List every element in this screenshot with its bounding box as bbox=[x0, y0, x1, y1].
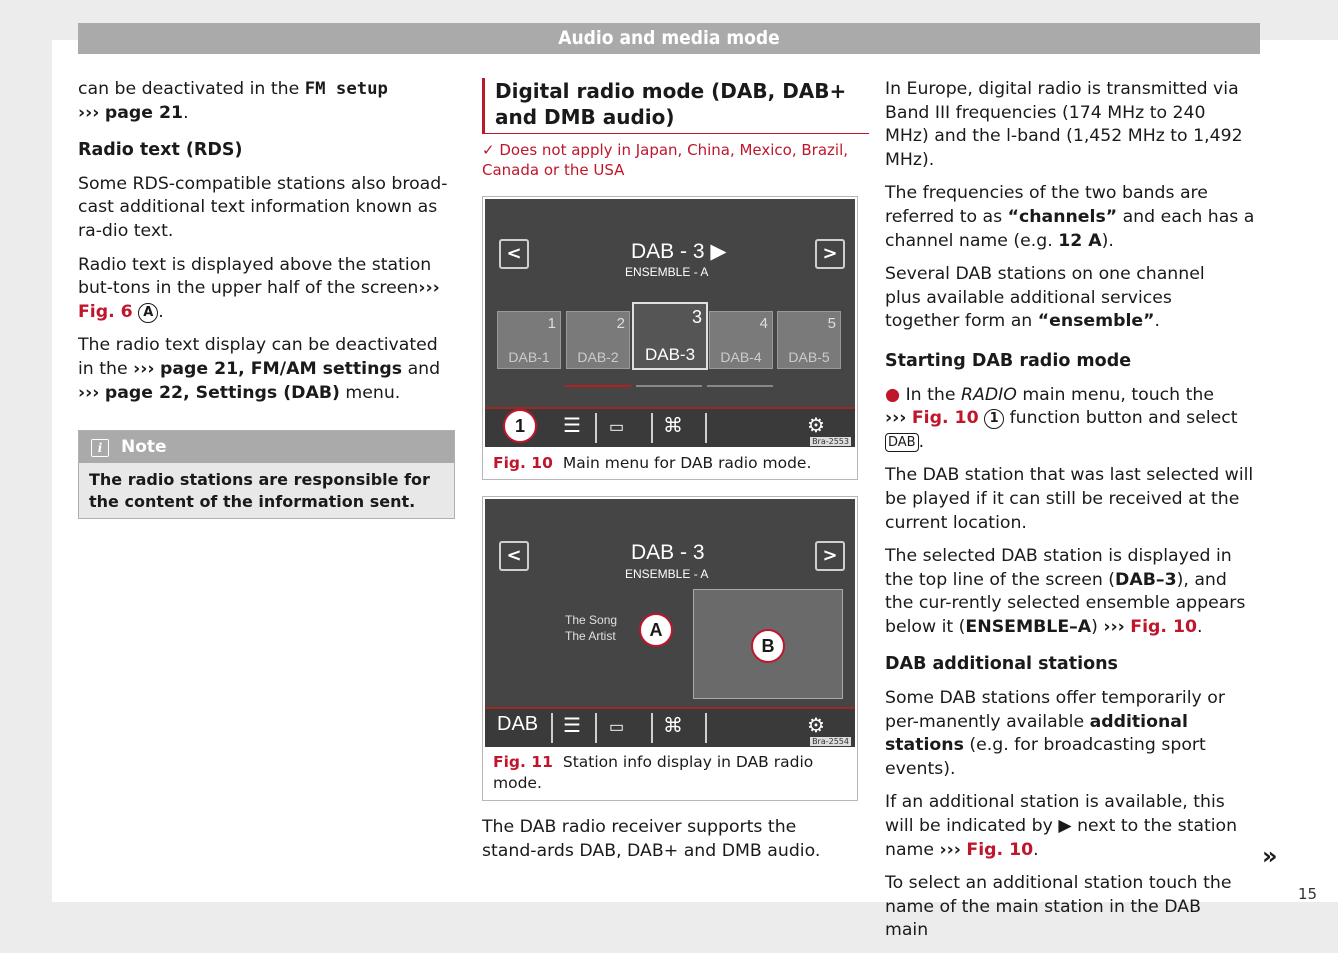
next-station-button[interactable]: > bbox=[815, 239, 845, 269]
heading-additional-stations: DAB additional stations bbox=[885, 654, 1118, 675]
paragraph: In Europe, digital radio is transmitted via Band III frequencies (174 MHz to 240 MHz) and the l-band (1,452 MHz to 1,492 MHz). bbox=[885, 79, 1243, 170]
marker-a-icon: A bbox=[138, 303, 158, 323]
prev-station-button[interactable]: < bbox=[499, 541, 529, 571]
figure-10 bbox=[482, 196, 858, 480]
bullet-icon: ● bbox=[885, 384, 901, 405]
link-page-21-settings[interactable]: page 21, FM/AM settings bbox=[159, 358, 403, 379]
marker-a-icon: A bbox=[639, 613, 673, 647]
page-indicator-active bbox=[565, 385, 631, 387]
prev-station-button[interactable]: < bbox=[499, 239, 529, 269]
next-station-button[interactable]: > bbox=[815, 541, 845, 571]
note-title: Note bbox=[121, 437, 167, 457]
scan-icon[interactable]: ⌘ bbox=[663, 415, 683, 437]
song-title: The Song bbox=[565, 613, 618, 627]
note-body: The radio stations are responsible for the content of the information sent. bbox=[89, 470, 430, 511]
dab-info-screen bbox=[485, 499, 855, 747]
link-fig-10[interactable]: Fig. 10 bbox=[966, 839, 1034, 860]
heading-starting-dab: Starting DAB radio mode bbox=[885, 350, 1132, 371]
radio-icon[interactable]: ▭ bbox=[609, 419, 625, 436]
paragraph: Some DAB stations offer temporarily or per-manently available additional stations (e.g. for broadcasting sport events). bbox=[885, 688, 1225, 779]
instruction-step: ● In the RADIO main menu, touch the ››› Fig. 10 1 function button and select DAB . bbox=[885, 384, 1238, 452]
arrows-icon: ››› bbox=[1103, 616, 1125, 637]
artist-name: The Artist bbox=[565, 629, 616, 643]
paragraph: Some RDS-compatible stations also broad-cast additional text information known as ra-dio text. bbox=[78, 173, 448, 241]
paragraph: Several DAB stations on one channel plus available additional services together form an “ensemble”. bbox=[885, 264, 1205, 332]
play-triangle-icon: ▶ bbox=[1058, 816, 1072, 837]
paragraph: can be deactivated in the FM setup ››› page 21. bbox=[78, 79, 388, 123]
radio-icon[interactable]: ▭ bbox=[609, 719, 625, 736]
link-fig-10[interactable]: Fig. 10 bbox=[1130, 616, 1198, 637]
paragraph: The DAB station that was last selected will be played if it can still be received at the current location. bbox=[885, 465, 1254, 533]
list-icon[interactable]: ☰ bbox=[563, 715, 581, 737]
link-fig-10[interactable]: Fig. 10 bbox=[911, 408, 979, 429]
figure-caption: Fig. 10 Main menu for DAB radio mode. bbox=[493, 454, 812, 472]
settings-icon[interactable]: ⚙ bbox=[807, 415, 825, 437]
dab-key-icon: DAB bbox=[885, 433, 919, 452]
scan-icon[interactable]: ⌘ bbox=[663, 715, 683, 737]
station-name: DAB - 3 bbox=[631, 541, 705, 564]
link-page-22-settings[interactable]: page 22, Settings (DAB) bbox=[104, 382, 340, 403]
paragraph: Radio text is displayed above the station but-tons in the upper half of the screen››› Fig. 6 A . bbox=[78, 254, 440, 322]
marker-1-icon: 1 bbox=[984, 409, 1004, 429]
marker-b-icon: B bbox=[751, 629, 785, 663]
dab-source-button[interactable]: DAB bbox=[497, 713, 539, 735]
page-number: 15 bbox=[1298, 885, 1318, 903]
paragraph: To select an additional station touch the name of the main station in the DAB main bbox=[885, 873, 1232, 941]
paragraph: The radio text display can be deactivated in the ››› page 21, FM/AM settings and ››› page 22, Settings (DAB) menu. bbox=[78, 335, 441, 403]
continue-icon: » bbox=[1262, 842, 1278, 870]
note-header bbox=[79, 431, 454, 463]
dab-standards-text: The DAB radio receiver supports the stand-ards DAB, DAB+ and DMB audio. bbox=[482, 817, 821, 861]
dab-main-screen bbox=[485, 199, 855, 447]
page-header: Audio and media mode bbox=[78, 23, 1260, 54]
arrows-icon: ››› bbox=[133, 358, 155, 379]
arrows-icon: ››› bbox=[78, 382, 100, 403]
column-right bbox=[885, 78, 1261, 953]
marker-1-icon: 1 bbox=[503, 409, 537, 443]
page-indicator bbox=[707, 385, 773, 387]
arrows-icon: ››› bbox=[885, 408, 907, 429]
preset-button[interactable]: 2 DAB-2 bbox=[566, 311, 630, 369]
station-name[interactable]: DAB - 3 ▶ bbox=[631, 240, 727, 263]
arrows-icon: ››› bbox=[939, 839, 961, 860]
arrows-icon: ››› bbox=[78, 102, 100, 123]
list-icon[interactable]: ☰ bbox=[563, 415, 581, 437]
check-icon: ✓ bbox=[482, 141, 495, 159]
arrows-icon: ››› bbox=[418, 278, 440, 299]
settings-icon[interactable]: ⚙ bbox=[807, 715, 825, 737]
bottom-toolbar bbox=[485, 407, 855, 447]
preset-button[interactable]: 5 DAB-5 bbox=[777, 311, 841, 369]
paragraph: The frequencies of the two bands are referred to as “channels” and each has a channel name (e.g. 12 A). bbox=[885, 183, 1255, 251]
figure-11 bbox=[482, 496, 858, 801]
link-page-21[interactable]: page 21 bbox=[104, 102, 184, 123]
paragraph: If an additional station is available, this will be indicated by ▶ next to the station name ››› Fig. 10. bbox=[885, 792, 1238, 860]
figure-code: Bra-2553 bbox=[812, 437, 849, 446]
note-box bbox=[78, 430, 455, 519]
country-restriction: ✓ Does not apply in Japan, China, Mexico, Brazil, Canada or the USA bbox=[482, 141, 849, 179]
preset-button[interactable]: 4 DAB-4 bbox=[709, 311, 773, 369]
figure-code: Bra-2554 bbox=[812, 737, 849, 746]
page-indicator bbox=[636, 385, 702, 387]
info-icon: i bbox=[91, 439, 109, 457]
code-fm-setup: FM setup bbox=[304, 79, 388, 99]
ensemble-name: ENSEMBLE - A bbox=[625, 265, 709, 279]
heading-radio-text: Radio text (RDS) bbox=[78, 140, 243, 161]
preset-button-selected[interactable]: 3 DAB-3 bbox=[632, 302, 708, 370]
figure-caption: Fig. 11 Station info display in DAB radio mode. bbox=[493, 753, 814, 792]
link-fig-6[interactable]: Fig. 6 bbox=[78, 301, 133, 322]
paragraph: The selected DAB station is displayed in the top line of the screen (DAB–3), and the cur-rently selected ensemble appears below it (ENSEMBLE–A) ››› Fig. 10. bbox=[885, 546, 1246, 637]
bottom-toolbar bbox=[485, 707, 855, 747]
section-title: Digital radio mode (DAB, DAB+ and DMB audio) bbox=[482, 78, 869, 134]
preset-button[interactable]: 1 DAB-1 bbox=[497, 311, 561, 369]
column-left bbox=[78, 78, 454, 415]
ensemble-name: ENSEMBLE - A bbox=[625, 567, 709, 581]
